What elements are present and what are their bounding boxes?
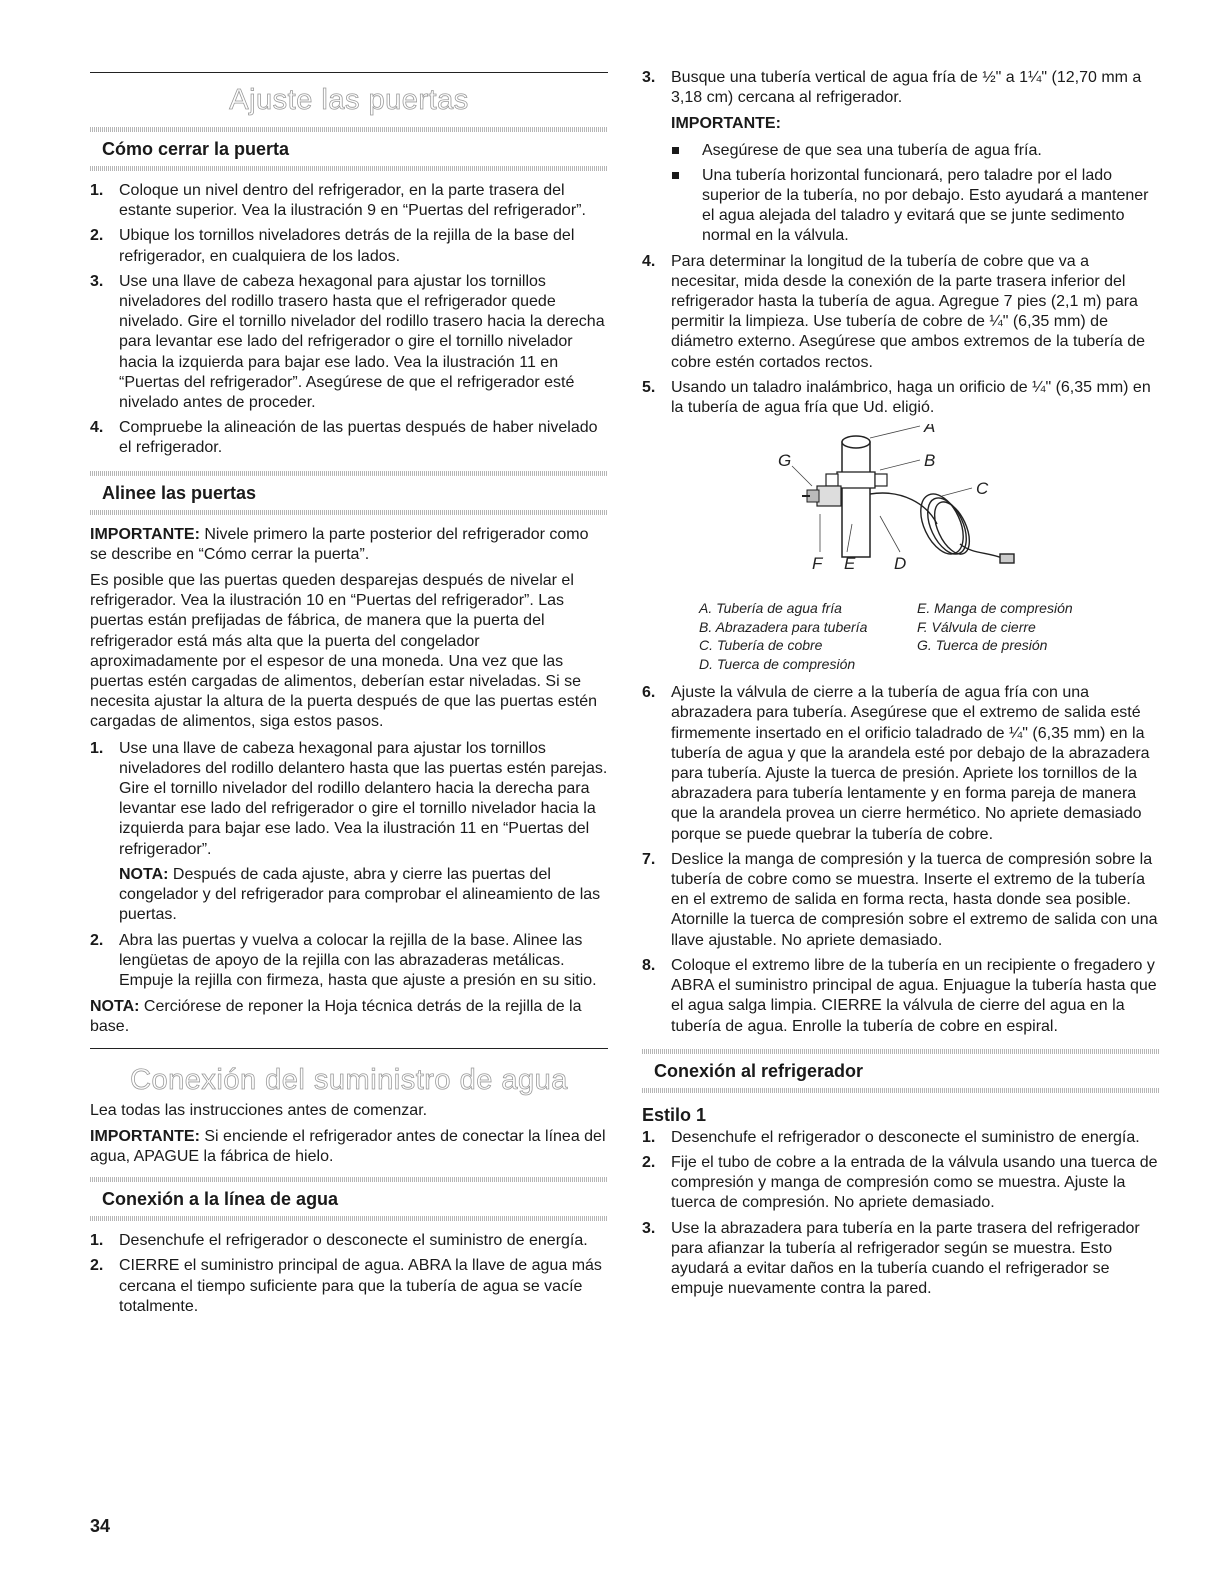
important-label: IMPORTANTE:	[90, 525, 200, 543]
label-d: D	[894, 554, 907, 574]
page-number: 34	[90, 1516, 111, 1536]
right-column	[642, 68, 1160, 1305]
water-line-steps-continued	[642, 68, 1160, 135]
section-title-adjust-doors: Ajuste las puertas	[229, 84, 469, 116]
align-doors-steps	[90, 739, 608, 991]
list-item	[642, 252, 1160, 373]
legend-item: E. Manga de compresión	[917, 600, 1073, 617]
important-label: IMPORTANTE:	[90, 1127, 200, 1145]
important-text: Nivele primero la parte posterior del refrigerador como se describe en “Cómo cerrar la puerta”.	[90, 525, 589, 563]
step-text: Busque una tubería vertical de agua fría de ½" a 1¼" (12,70 mm a 3,18 cm) cercana al refrigerador.	[671, 69, 1142, 107]
step-text: Deslice la manga de compresión y la tuerca de compresión sobre la tubería de cobre como se muestra. Inserte el extremo de la tubería en el extremo de salida en forma recta, hasta donde sea posible. Atornille la tuerca de compresión sobre el extremo de salida con una llave ajustable. No apriete demasiado.	[671, 850, 1158, 949]
list-item	[90, 1256, 608, 1317]
subsection-title-close-door: Cómo cerrar la puerta	[102, 139, 290, 159]
step-number: 6.	[642, 684, 656, 702]
step-text: Coloque el extremo libre de la tubería en un recipiente o fregadero y ABRA el suministro principal de agua. Enjuague la tubería hasta que el agua salga limpia. CIERRE la válvula de cierre del agua en la tubería de agua. Enrolle la tubería de cobre en espiral.	[671, 956, 1157, 1035]
step-number: 4.	[90, 419, 104, 437]
legend-item: A. Tubería de agua fría	[699, 600, 842, 617]
important-label: IMPORTANTE:	[671, 115, 781, 133]
water-line-steps-4-5	[642, 252, 1160, 419]
note-text: Después de cada ajuste, abra y cierre las puertas del congelador y del refrigerador para comprobar el alineamiento de las puertas.	[119, 865, 601, 924]
label-c: C	[976, 479, 989, 499]
step-text: Use una llave de cabeza hexagonal para ajustar los tornillos niveladores del rodillo trasero hasta que el refrigerador quede nivelado. Gire el tornillo nivelador del rodillo trasero hacia la derecha para levantar ese lado del refrigerador o gire el tornillo nivelador hacia la izquierda para bajar ese lado. Vea la ilustración 11 en “Puertas del refrigerador”. Asegúrese de que el refrigerador esté nivelado antes de proceder.	[119, 272, 605, 412]
step-number: 2.	[90, 227, 104, 245]
valve-diagram	[642, 424, 1160, 599]
style-title: Estilo 1	[642, 1104, 707, 1125]
legend-item: B. Abrazadera para tubería	[699, 618, 868, 635]
hatch-divider	[90, 1216, 608, 1221]
square-bullet-icon	[672, 147, 679, 154]
label-a: A	[924, 424, 936, 437]
bullet-text: Asegúrese de que sea una tubería de agua fría.	[702, 141, 1042, 159]
list-item	[90, 181, 608, 221]
important-text: Si enciende el refrigerador antes de conectar la línea del agua, APAGUE la fábrica de hielo.	[90, 1127, 606, 1165]
list-item	[642, 1219, 1160, 1300]
water-intro: Lea todas las instrucciones antes de comenzar.	[90, 1101, 428, 1119]
legend-item: D. Tuerca de compresión	[699, 655, 856, 672]
step-text: Coloque un nivel dentro del refrigerador, en la parte trasera del estante superior. Vea la ilustración 9 en “Puertas del refrigerador”.	[119, 182, 586, 220]
legend-item: C. Tubería de cobre	[699, 637, 823, 654]
label-f: F	[812, 554, 823, 574]
step-text: Desenchufe el refrigerador o desconecte el suministro de energía.	[119, 1232, 588, 1250]
subsection-title-water-line: Conexión a la línea de agua	[102, 1189, 339, 1210]
valve-illustration	[642, 424, 1160, 599]
section-title-water-supply: Conexión del suministro de agua	[130, 1063, 568, 1096]
water-line-steps-6-8	[642, 683, 1160, 1036]
important-bullets	[642, 141, 1160, 247]
step-number: 5.	[642, 378, 656, 396]
bullet-item	[642, 166, 1160, 247]
hatch-divider	[90, 166, 608, 171]
list-item	[642, 850, 1160, 951]
water-pipe-shape	[842, 436, 870, 557]
legend-item: F. Válvula de cierre	[917, 618, 1036, 635]
bullet-text: Una tubería horizontal funcionará, pero taladre por el lado superior de la tubería, no por debajo. Esto ayudará a mantener el agua alejada del taladro y evitará que se junte sedimento normal en la válvula.	[702, 166, 1149, 245]
step-number: 1.	[90, 739, 104, 757]
style-1-steps	[642, 1128, 1160, 1300]
step-text: Compruebe la alineación de las puertas después de haber nivelado el refrigerador.	[119, 419, 598, 457]
step-note	[119, 865, 608, 926]
close-door-steps	[90, 181, 608, 459]
hatch-divider	[90, 510, 608, 515]
label-e: E	[844, 554, 856, 574]
step-text: Usando un taladro inalámbrico, haga un orificio de ¼" (6,35 mm) en la tubería de agua fría que Ud. eligió.	[671, 378, 1151, 417]
step-text: Abra las puertas y vuelva a colocar la rejilla de la base. Alinee las lengüetas de apoyo de la rejilla con las abrazaderas metálicas. Empuje la rejilla con firmeza, hasta que ajuste a presión en su sitio.	[119, 931, 597, 989]
step-number: 1.	[90, 1232, 104, 1250]
important-paragraph	[90, 525, 608, 565]
label-b: B	[924, 451, 936, 471]
step-number: 8.	[642, 956, 656, 974]
list-item	[90, 418, 608, 458]
label-g: G	[778, 451, 792, 471]
note-text: Cerciórese de reponer la Hoja técnica detrás de la rejilla de la base.	[90, 998, 582, 1036]
step-number: 2.	[90, 931, 104, 949]
step-number: 7.	[642, 850, 656, 868]
copper-tubing-shape	[870, 488, 1014, 564]
step-number: 1.	[642, 1128, 656, 1146]
step-text: Desenchufe el refrigerador o desconecte el suministro de energía.	[671, 1128, 1140, 1146]
note-label: NOTA:	[119, 865, 169, 883]
hatch-divider	[642, 1088, 1160, 1093]
water-line-steps	[90, 1231, 608, 1317]
legend-column-2	[917, 599, 1073, 673]
list-item	[90, 931, 608, 992]
section-rule	[90, 72, 608, 73]
step-number: 3.	[642, 1219, 656, 1237]
step-number: 4.	[642, 252, 656, 270]
step-number: 3.	[90, 272, 104, 290]
list-item	[90, 1231, 608, 1251]
left-column	[90, 72, 608, 1323]
legend-column-1	[699, 599, 917, 673]
legend-item: G. Tuerca de presión	[917, 637, 1048, 654]
note-paragraph	[90, 997, 608, 1037]
important-paragraph	[90, 1127, 608, 1167]
shutoff-valve-shape	[802, 486, 841, 506]
list-item	[642, 956, 1160, 1037]
section-rule	[90, 1048, 608, 1049]
step-number: 3.	[642, 69, 656, 86]
step-number: 2.	[642, 1153, 656, 1171]
step-text: Use una llave de cabeza hexagonal para ajustar los tornillos niveladores del rodillo delantero hasta que las puertas estén parejas. Gire el tornillo nivelador del rodillo delantero hacia la derecha para levantar ese lado del refrigerador o gire el tornillo nivelador hacia la izquierda para bajar ese lado. Vea la ilustración 11 en “Puertas del refrigerador”.	[119, 739, 608, 858]
square-bullet-icon	[672, 172, 679, 179]
step-text: Para determinar la longitud de la tubería de cobre que va a necesitar, mida desde la conexión de la parte trasera inferior del refrigerador hasta la tubería de agua. Agregue 7 pies (2,1 m) para permitir la limpieza. Use tubería de cobre de ¼" (6,35 mm) de diámetro externo. Asegúrese que ambos extremos de la tubería de cobre estén cortados rectos.	[671, 252, 1146, 371]
figure-legend	[699, 599, 1160, 673]
list-item	[90, 739, 608, 926]
list-item	[90, 226, 608, 266]
list-item	[642, 378, 1160, 418]
list-item	[642, 1128, 1160, 1148]
step-text: CIERRE el suministro principal de agua. ABRA la llave de agua más cercana el tiempo suficiente para que la tubería de agua se vacíe totalmente.	[119, 1257, 602, 1315]
align-doors-paragraph: Es posible que las puertas queden desparejas después de nivelar el refrigerador. Vea la ilustración 10 en “Puertas del refrigerador”. Las puertas están prefijadas de fábrica, de manera que la puerta del refrigerador está más alta que la puerta del congelador aproximadamente por el espesor de una moneda. Una vez que las puertas estén cargadas de alimentos, deberían estar niveladas. Si se necesita ajustar la altura de la puerta después de que las puertas estén cargadas de alimentos, siga estos pasos.	[90, 572, 597, 731]
list-item	[642, 683, 1160, 845]
list-item	[642, 68, 1160, 135]
list-item	[90, 272, 608, 413]
step-text: Ubique los tornillos niveladores detrás de la rejilla de la base del refrigerador, en cualquiera de los lados.	[119, 227, 575, 265]
list-item	[642, 1153, 1160, 1214]
step-text: Ajuste la válvula de cierre a la tubería de agua fría con una abrazadera para tubería. Asegúrese que el extremo de salida esté firmemente insertado en el orificio taladrado de ¼" (6,35 mm) en la tubería de agua y que la arandela esté por debajo de la abrazadera para tubería. Ajuste la tuerca de presión. Apriete los tornillos de la abrazadera para tubería lentamente y en forma pareja de manera que la arandela provea un cierre hermético. No apriete demasiado porque se puede quebrar la tubería de cobre.	[671, 684, 1150, 843]
step-text: Use la abrazadera para tubería en la parte trasera del refrigerador para afianzar la tubería al refrigerador según se muestra. Esto ayudará a evitar daños en la tubería cuando el refrigerador se empuje nuevamente contra la pared.	[671, 1219, 1140, 1298]
note-label: NOTA:	[90, 998, 140, 1016]
subsection-title-align-doors: Alinee las puertas	[102, 482, 257, 503]
bullet-item	[642, 141, 1160, 161]
step-text: Fije el tubo de cobre a la entrada de la válvula usando una tuerca de compresión y manga de compresión como se muestra. Ajuste la tuerca de compresión. No apriete demasiado.	[671, 1153, 1158, 1212]
step-number: 2.	[90, 1257, 104, 1275]
subsection-title-connect-refrigerator: Conexión al refrigerador	[654, 1060, 864, 1081]
step-number: 1.	[90, 182, 104, 199]
